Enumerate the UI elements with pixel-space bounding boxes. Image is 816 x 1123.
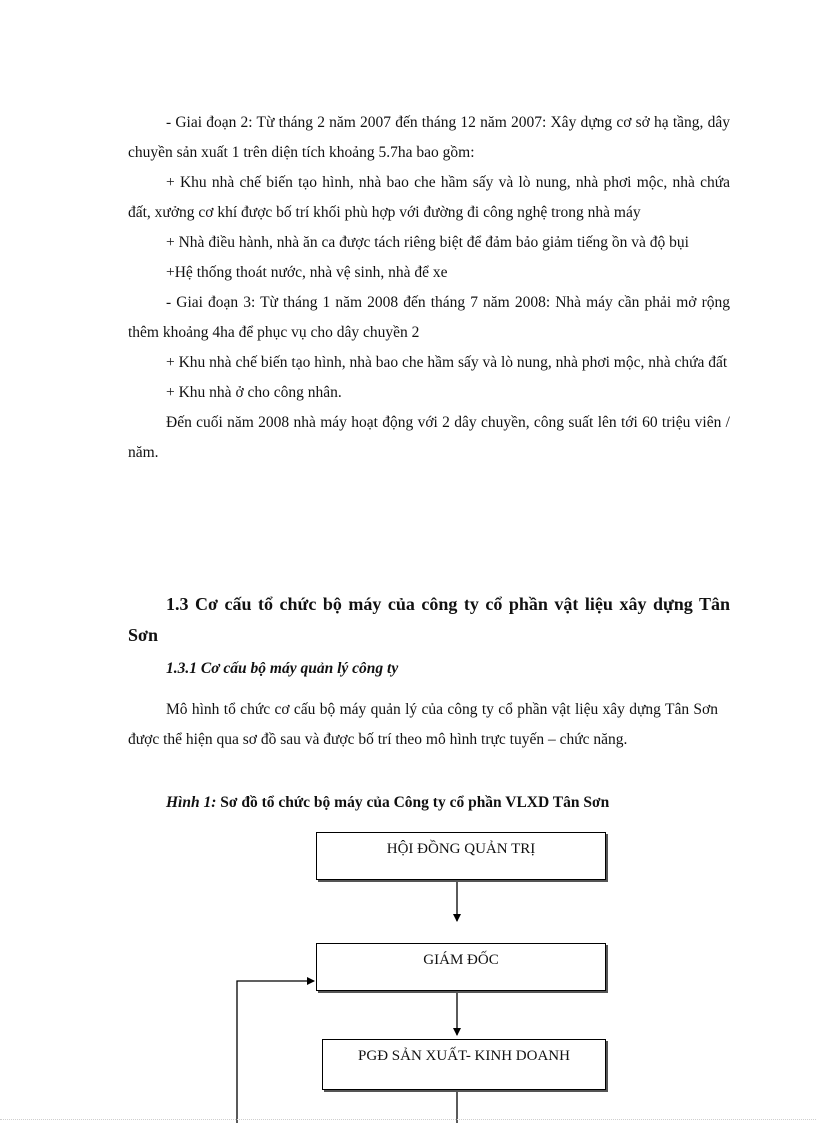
paragraph-phase-2: - Giai đoạn 2: Từ tháng 2 năm 2007 đến tháng 12 năm 2007: Xây dựng cơ sở hạ tầng, dây chuyền sản xuất 1 trên diện tích khoảng 5.7ha bao gồm: bbox=[128, 114, 730, 161]
paragraph-phase-3: - Giai đoạn 3: Từ tháng 1 năm 2008 đến tháng 7 năm 2008: Nhà máy cần phải mở rộng thêm khoảng 4ha để phục vụ cho dây chuyền 2 bbox=[128, 294, 730, 341]
paragraph-capacity: Đến cuối năm 2008 nhà máy hoạt động với 2 dây chuyền, công suất lên tới 60 triệu viên / năm. bbox=[128, 414, 730, 461]
section-heading: 1.3 Cơ cấu tổ chức bộ máy của công ty cổ phần vật liệu xây dựng Tân Sơn bbox=[128, 594, 730, 645]
page-bottom-edge bbox=[0, 1119, 816, 1120]
deputy-director-label: PGĐ SẢN XUẤT- KINH DOANH bbox=[358, 1048, 570, 1064]
paragraph-processing-area: + Khu nhà chế biến tạo hình, nhà bao che hầm sấy và lò nung, nhà phơi mộc, nhà chứa đất, xưởng cơ khí được bố trí khối phù hợp với đường đi công nghệ trong nhà máy bbox=[128, 174, 730, 221]
paragraph-worker-housing: + Khu nhà ở cho công nhân. bbox=[166, 384, 342, 401]
figure-caption-lead: Hình 1: bbox=[166, 794, 217, 811]
director-box bbox=[316, 943, 606, 991]
subsection-heading: 1.3.1 Cơ cấu bộ máy quản lý công ty bbox=[166, 660, 399, 677]
paragraph-admin-building: + Nhà điều hành, nhà ăn ca được tách riêng biệt để đảm bảo giảm tiếng ồn và độ bụi bbox=[166, 234, 689, 251]
board-of-directors-box bbox=[316, 832, 606, 880]
deputy-director-box bbox=[322, 1039, 606, 1090]
director-label: GIÁM ĐỐC bbox=[423, 952, 499, 968]
paragraph-drainage: +Hệ thống thoát nước, nhà vệ sinh, nhà để xe bbox=[166, 264, 448, 281]
board-of-directors-label: HỘI ĐỒNG QUẢN TRỊ bbox=[386, 841, 536, 857]
intro-paragraph: Mô hình tổ chức cơ cấu bộ máy quản lý của công ty cổ phần vật liệu xây dựng Tân Sơn được thể hiện qua sơ đồ sau và được bố trí theo mô hình trực tuyến – chức năng. bbox=[128, 701, 718, 748]
paragraph-processing-area-2: + Khu nhà chế biến tạo hình, nhà bao che hầm sấy và lò nung, nhà phơi mộc, nhà chứa đất bbox=[166, 354, 728, 371]
figure-caption-text: Sơ đồ tổ chức bộ máy của Công ty cổ phần VLXD Tân Sơn bbox=[220, 794, 610, 811]
feedback-line-to-director bbox=[237, 981, 314, 1123]
